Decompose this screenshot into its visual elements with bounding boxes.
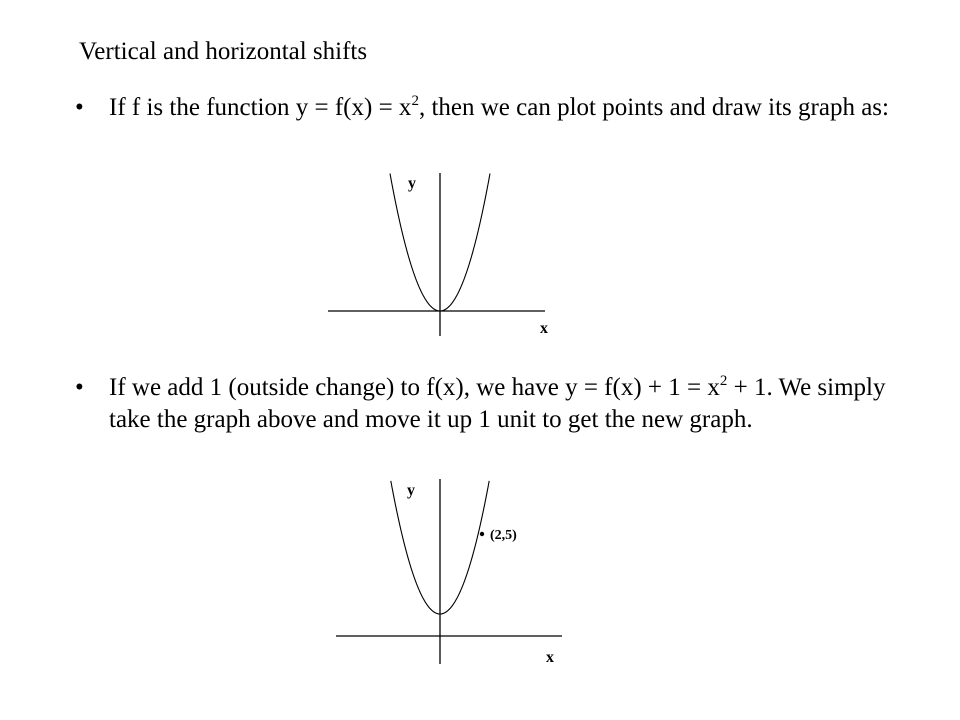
point-marker (480, 532, 484, 536)
x-axis-label: x (546, 649, 554, 666)
bullet-symbol: • (75, 94, 84, 121)
bullet-1-text-after: , then we can plot points and draw its graph as: (418, 94, 889, 121)
bullet-1-text-before: If f is the function y = f(x) = x (109, 94, 412, 121)
slide-title: Vertical and horizontal shifts (79, 38, 368, 65)
bullet-2-text-before: If we add 1 (outside change) to f(x), we have y = f(x) + 1 = x (109, 374, 720, 401)
bullet-1-exponent: 2 (411, 92, 419, 109)
bullet-symbol: • (75, 374, 84, 401)
y-axis-label: y (408, 175, 416, 192)
bullet-2-exponent: 2 (719, 372, 728, 389)
point-label: (2,5) (490, 528, 517, 543)
graph-1 (328, 173, 548, 337)
y-axis-label: y (407, 482, 415, 499)
x-axis-label: x (540, 320, 548, 337)
graph-2 (336, 479, 562, 666)
bullet-2-text-after: + 1. We simply take the graph above and move it up 1 unit to get the new graph. (109, 374, 886, 433)
